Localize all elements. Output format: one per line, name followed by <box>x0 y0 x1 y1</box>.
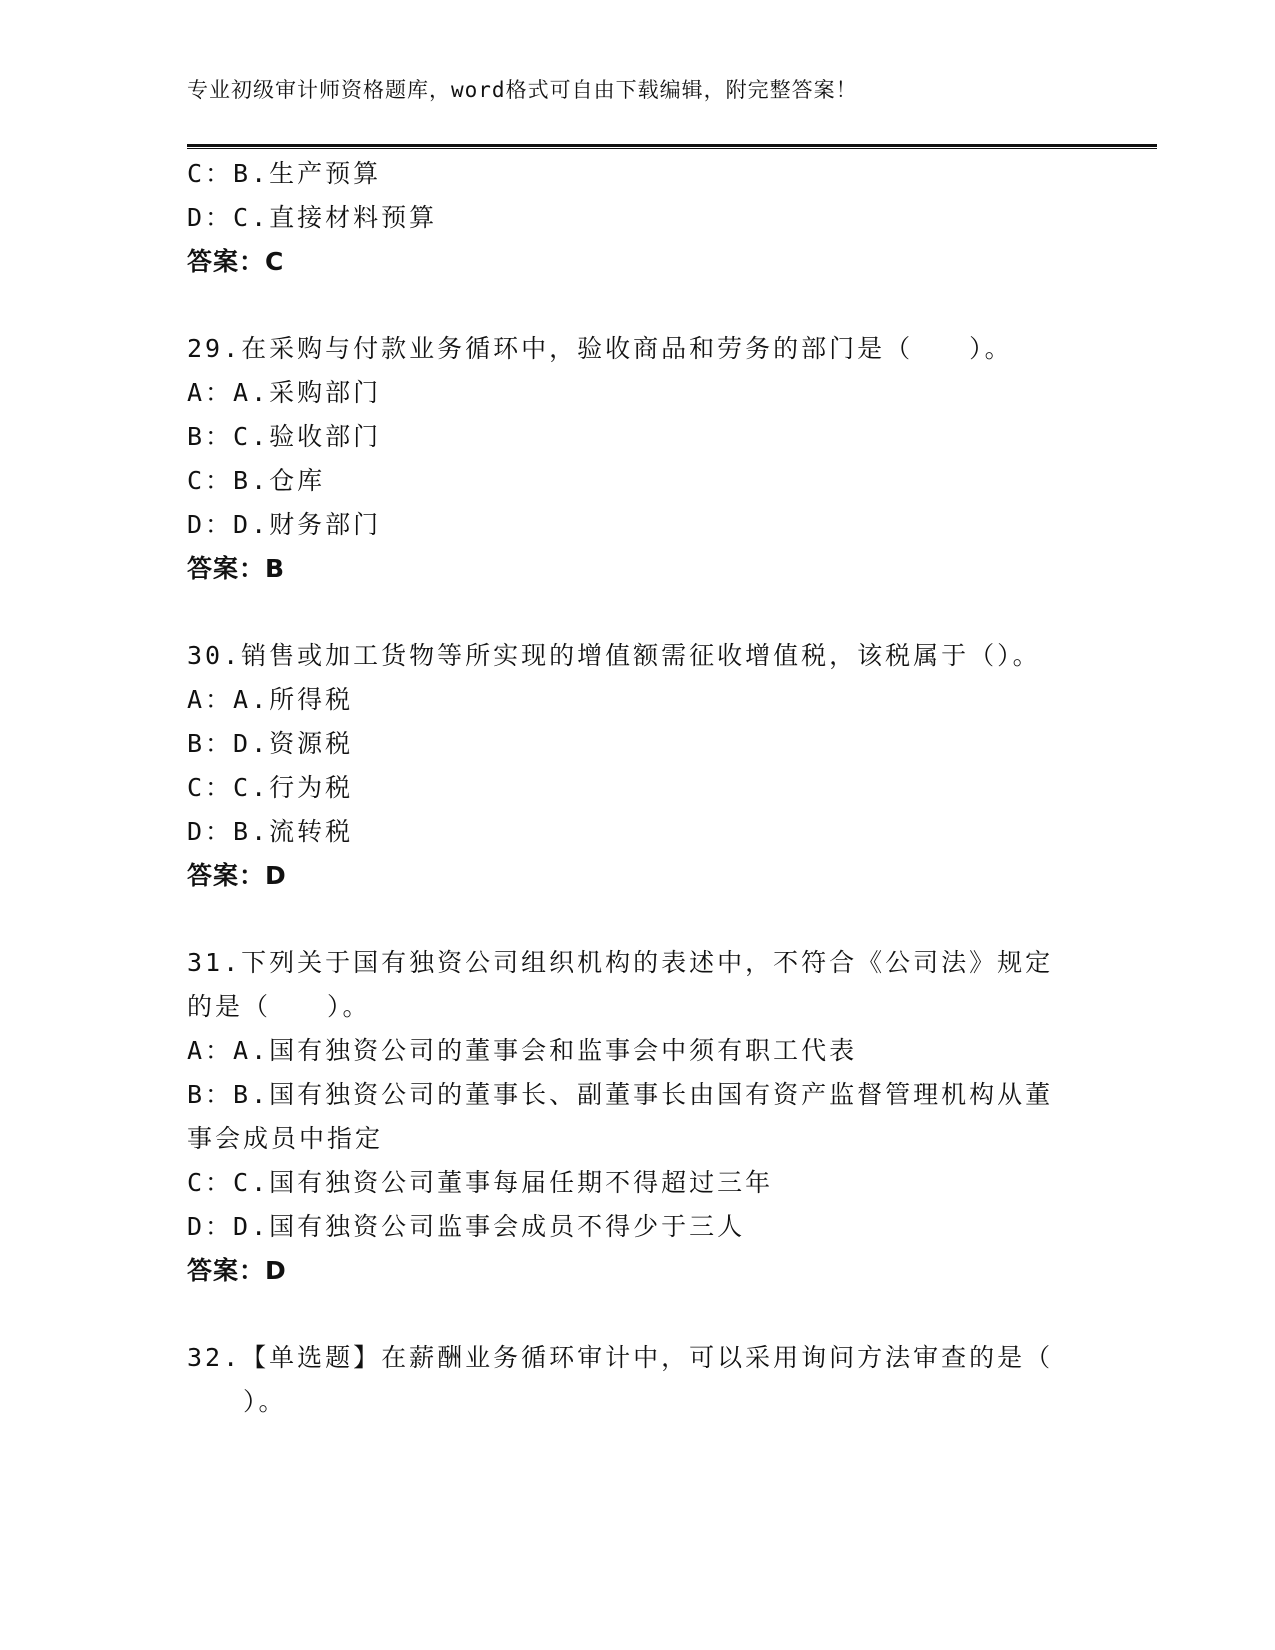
q29-answer: 答案：B <box>187 554 286 583</box>
q30-option-c: C：C.行为税 <box>187 773 354 802</box>
q30-answer: 答案：D <box>187 861 287 890</box>
q31-stem-line2: 的是（ ）。 <box>187 992 371 1021</box>
q31-stem-line1: 31.下列关于国有独资公司组织机构的表述中，不符合《公司法》规定 <box>187 948 1054 977</box>
q31-option-a: A：A.国有独资公司的董事会和监事会中须有职工代表 <box>187 1036 858 1065</box>
q29-option-c: C：B.仓库 <box>187 466 326 495</box>
q31-answer: 答案：D <box>187 1256 287 1285</box>
q29-option-a: A：A.采购部门 <box>187 378 382 407</box>
q30-option-a: A：A.所得税 <box>187 685 354 714</box>
q31-option-c: C：C.国有独资公司董事每届任期不得超过三年 <box>187 1168 774 1197</box>
q29-option-d: D：D.财务部门 <box>187 510 382 539</box>
q31-option-d: D：D.国有独资公司监事会成员不得少于三人 <box>187 1212 746 1241</box>
q28-option-d: D：C.直接材料预算 <box>187 203 438 232</box>
q32-stem-line2: ）。 <box>187 1387 287 1416</box>
q32-stem-line1: 32.【单选题】在薪酬业务循环审计中，可以采用询问方法审查的是（ <box>187 1343 1054 1372</box>
q28-answer: 答案：C <box>187 247 285 276</box>
q31-option-b-line1: B：B.国有独资公司的董事长、副董事长由国有资产监督管理机构从董 <box>187 1080 1054 1109</box>
header-divider <box>187 144 1157 149</box>
q28-option-c: C：B.生产预算 <box>187 159 382 188</box>
q31-option-b-line2: 事会成员中指定 <box>187 1124 384 1153</box>
q30-option-b: B：D.资源税 <box>187 729 354 758</box>
q30-option-d: D：B.流转税 <box>187 817 354 846</box>
page-header: 专业初级审计师资格题库，word格式可自由下载编辑，附完整答案！ <box>187 78 858 102</box>
q29-stem: 29.在采购与付款业务循环中，验收商品和劳务的部门是（ ）。 <box>187 334 1013 363</box>
q29-option-b: B：C.验收部门 <box>187 422 382 451</box>
q30-stem: 30.销售或加工货物等所实现的增值额需征收增值税，该税属于（）。 <box>187 641 1041 670</box>
